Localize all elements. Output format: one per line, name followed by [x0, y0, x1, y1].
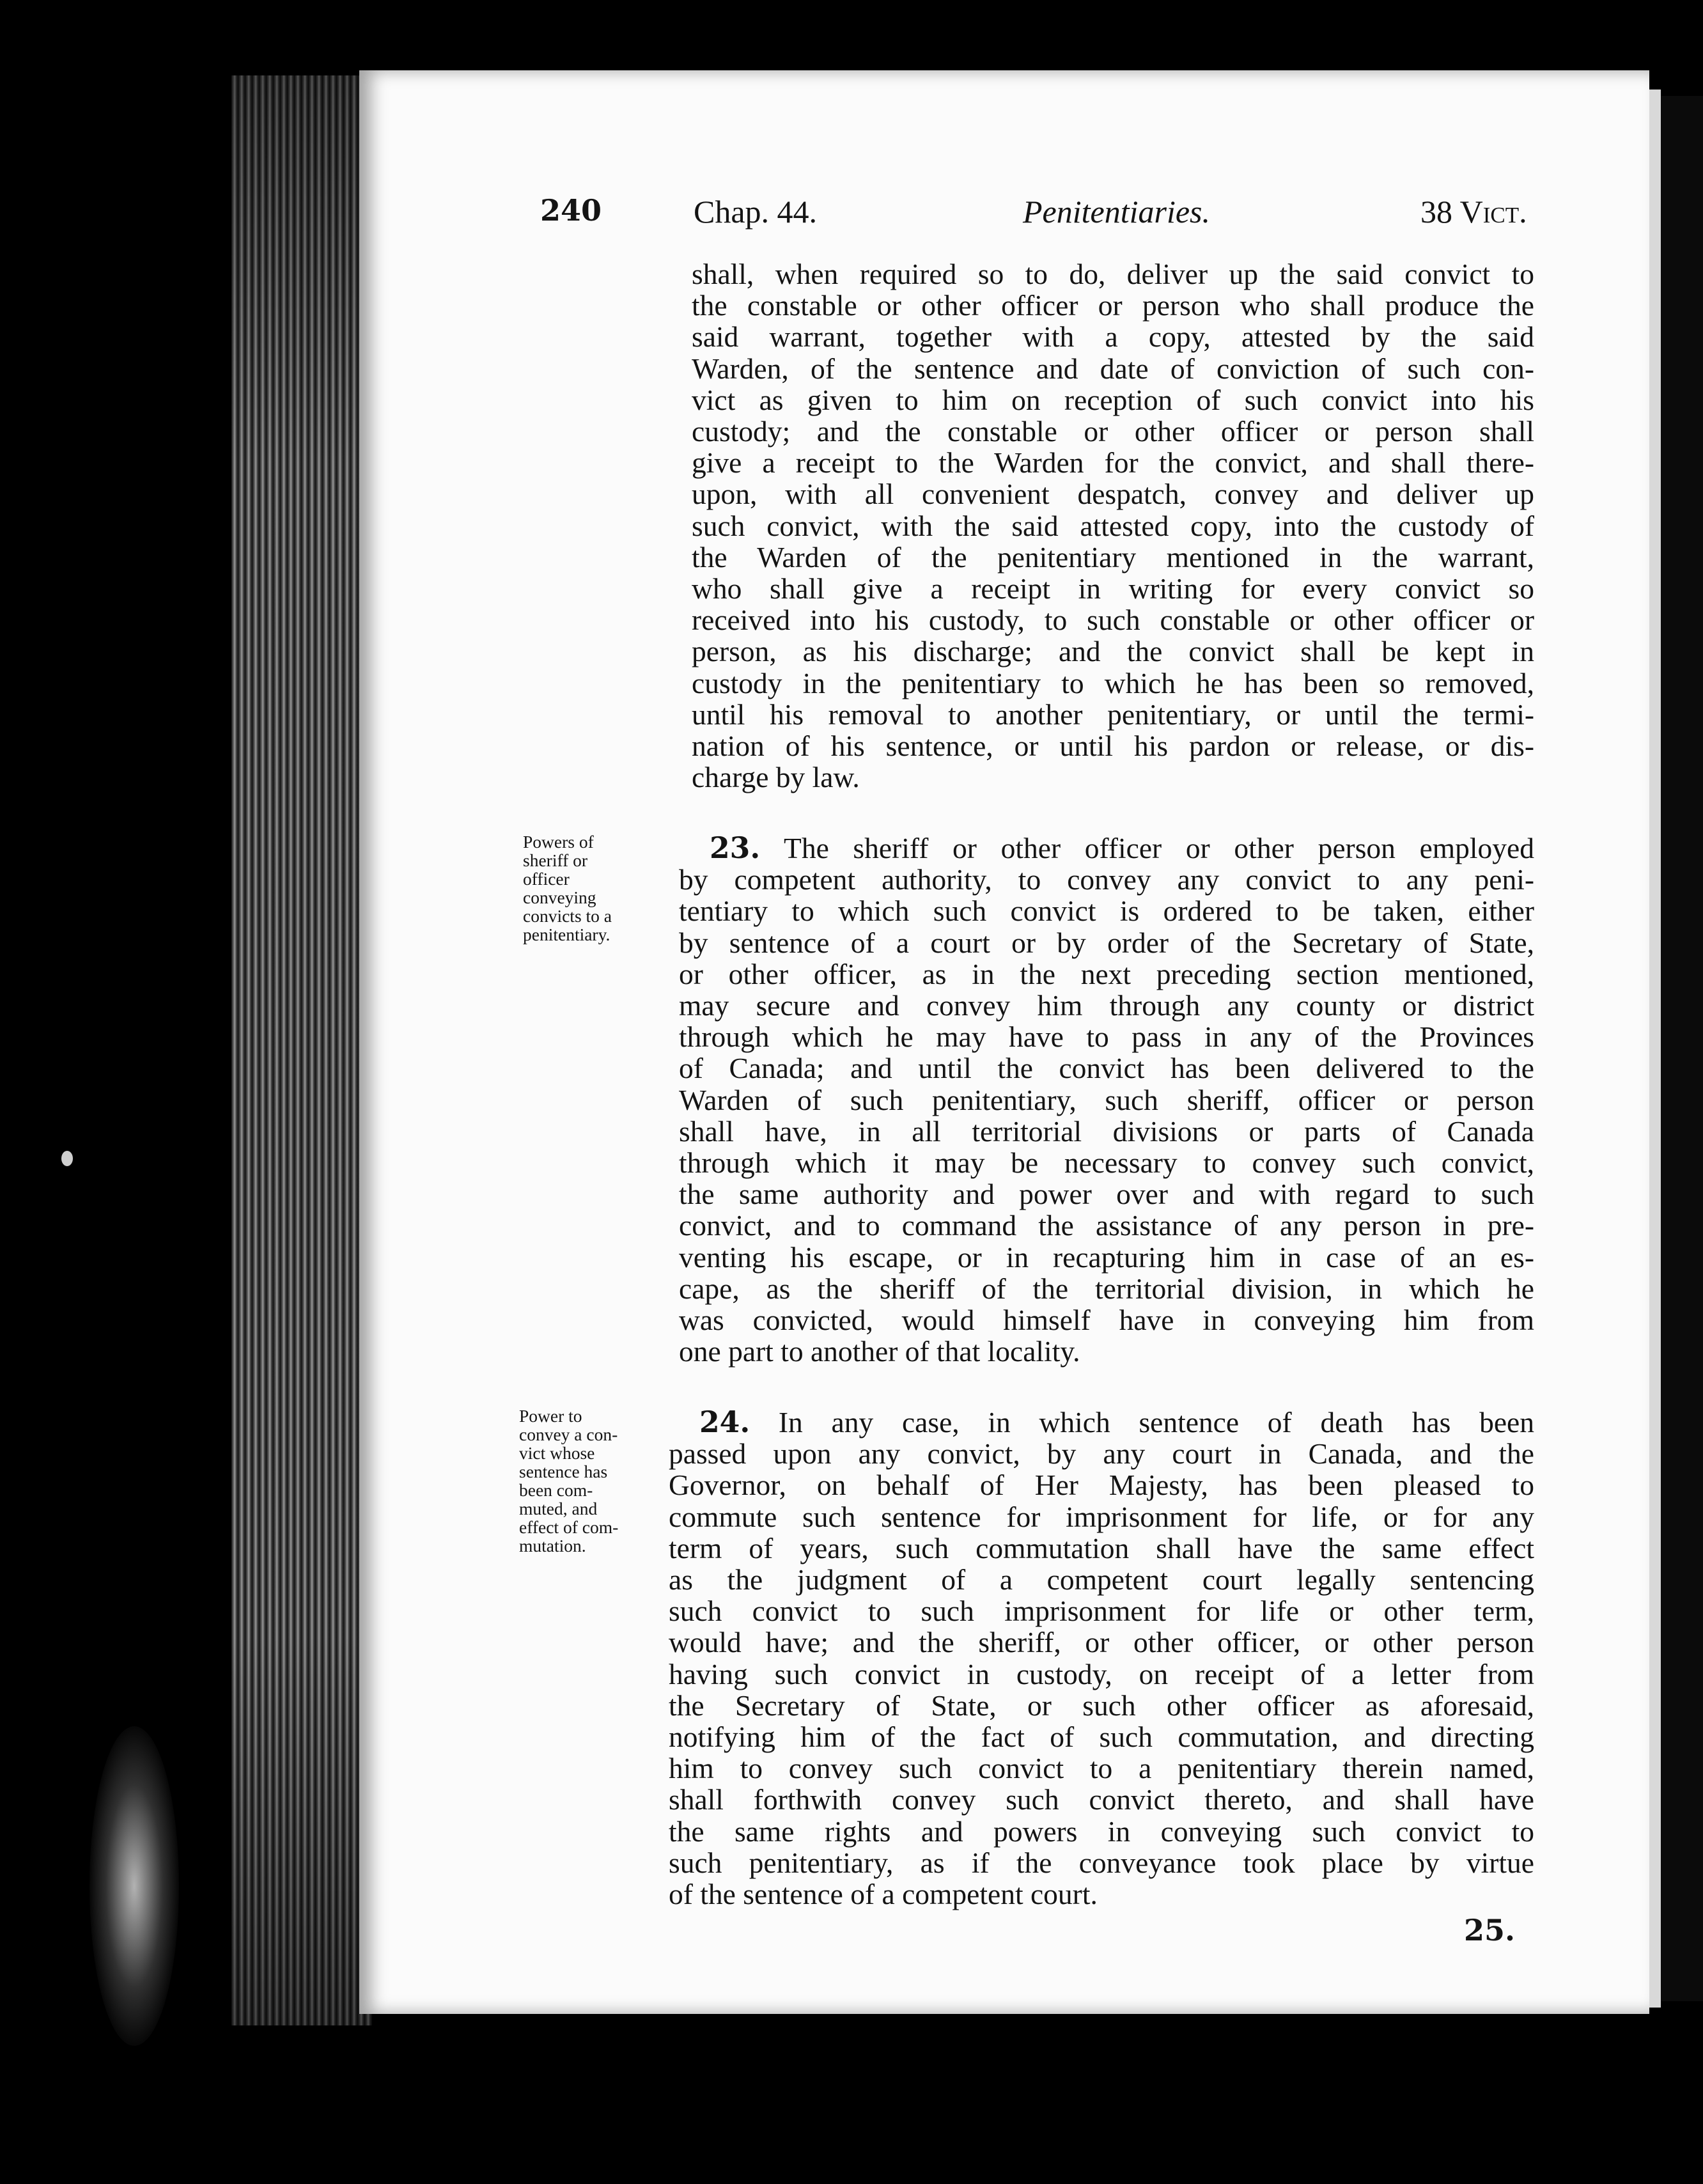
margin-note-line: convicts to a	[523, 906, 612, 926]
margin-note-line: convey a con-	[519, 1424, 618, 1444]
text-line: such convict to such imprisonment for life or other term,	[669, 1595, 1534, 1628]
facing-page-edge	[1649, 90, 1661, 2008]
margin-note-line: officer	[523, 869, 570, 889]
text-line: shall forthwith convey such convict thereto, and shall have	[669, 1783, 1534, 1816]
text-line: upon, with all convenient despatch, convey and deliver up	[692, 478, 1534, 511]
text-line: such penitentiary, as if the conveyance took place by virtue	[669, 1846, 1534, 1879]
text-line: such convict, with the said attested copy, into the custody of	[692, 509, 1534, 542]
section-24	[669, 1407, 1534, 1910]
margin-note-line: mutation.	[519, 1536, 586, 1556]
text-line: cape, as the sheriff of the territorial division, in which he	[679, 1272, 1534, 1305]
text-line: Governor, on behalf of Her Majesty, has been pleased to	[669, 1469, 1534, 1502]
text-line: give a receipt to the Warden for the convict, and shall there-	[692, 446, 1534, 480]
text-line: was convicted, would himself have in conveying him from	[679, 1304, 1534, 1337]
text-line: the constable or other officer or person who shall produce the	[692, 289, 1534, 322]
text-line: custody in the penitentiary to which he has been so removed,	[692, 666, 1534, 699]
text-line: nation of his sentence, or until his pardon or release, or dis-	[692, 729, 1534, 763]
text-line: 23. The sheriff or other officer or other person employed	[710, 831, 1534, 865]
text-line: notifying him of the fact of such commutation, and directing	[669, 1720, 1534, 1754]
text-line: received into his custody, to such constable or other officer or	[692, 604, 1534, 637]
book-page-edges	[231, 75, 372, 2025]
catchword: 25.	[1464, 1913, 1516, 1947]
section-23	[679, 832, 1534, 1367]
text-line: the same authority and power over and with regard to such	[679, 1178, 1534, 1211]
margin-note-section-23	[523, 832, 612, 944]
margin-note-line: Power to	[519, 1406, 582, 1426]
text-line: 24. In any case, in which sentence of death has been	[699, 1405, 1534, 1439]
text-line: commute such sentence for imprisonment for life, or for any	[669, 1500, 1534, 1533]
text-line: until his removal to another penitentiary, or until the termi-	[692, 698, 1534, 731]
text-line: the Secretary of State, or such other officer as aforesaid,	[669, 1689, 1534, 1722]
text-line: or other officer, as in the next preceding section mentioned,	[679, 957, 1534, 990]
text-line: term of years, such commutation shall have the same effect	[669, 1531, 1534, 1564]
text-line: the same rights and powers in conveying such convict to	[669, 1814, 1534, 1848]
margin-note-line: penitentiary.	[523, 924, 610, 944]
text-line: would have; and the sheriff, or other officer, or other person	[669, 1626, 1534, 1659]
text-line: the Warden of the penitentiary mentioned in the warrant,	[692, 540, 1534, 573]
page-number: 240	[540, 193, 602, 228]
text-line: shall have, in all territorial divisions or parts of Canada	[679, 1114, 1534, 1148]
opening-paragraph	[692, 258, 1534, 793]
text-line: who shall give a receipt in writing for every convict so	[692, 572, 1534, 605]
text-line: by competent authority, to convey any convict to any peni-	[679, 863, 1534, 896]
scan-speck	[61, 1151, 73, 1166]
text-line: Warden of such penitentiary, such sheriff, officer or person	[679, 1083, 1534, 1116]
margin-note-line: effect of com-	[519, 1517, 619, 1537]
margin-note-section-24	[519, 1407, 618, 1555]
margin-note-line: vict whose	[519, 1443, 595, 1463]
text-line: passed upon any convict, by any court in Canada, and the	[669, 1437, 1534, 1470]
chapter-label: Chap. 44.	[694, 194, 818, 230]
text-line: one part to another of that locality.	[679, 1335, 1080, 1368]
text-line: may secure and convey him through any county or district	[679, 989, 1534, 1022]
text-line: having such convict in custody, on receipt of a letter from	[669, 1657, 1534, 1690]
text-line: through which he may have to pass in any of the Provinces	[679, 1020, 1534, 1054]
text-line: charge by law.	[692, 761, 860, 794]
text-line: venting his escape, or in recapturing him in case of an es-	[679, 1240, 1534, 1274]
text-line: of Canada; and until the convict has been delivered to the	[679, 1052, 1534, 1085]
margin-note-line: Powers of	[523, 832, 594, 852]
scan-smudge	[89, 1726, 179, 2046]
text-line: Warden, of the sentence and date of conviction of such con-	[692, 352, 1534, 385]
text-line: him to convey such convict to a penitentiary therein named,	[669, 1752, 1534, 1785]
text-line: shall, when required so to do, deliver up the said convict to	[692, 258, 1534, 290]
text-line: by sentence of a court or by order of the Secretary of State,	[679, 926, 1534, 959]
text-line: tentiary to which such convict is ordered to be taken, either	[679, 894, 1534, 928]
regnal-year: 38 Vict.	[1420, 194, 1527, 230]
text-line: convict, and to command the assistance of any person in pre-	[679, 1209, 1534, 1242]
margin-note-line: conveying	[523, 887, 596, 907]
section-number: 23.	[710, 831, 761, 865]
text-line: person, as his discharge; and the convict shall be kept in	[692, 635, 1534, 668]
text-line: said warrant, together with a copy, attested by the said	[692, 320, 1534, 354]
text-line: through which it may be necessary to convey such convict,	[679, 1146, 1534, 1180]
margin-note-line: sheriff or	[523, 850, 588, 870]
text-line: as the judgment of a competent court legally sentencing	[669, 1563, 1534, 1596]
text-line: vict as given to him on reception of such convict into his	[692, 383, 1534, 416]
scan-border	[1661, 96, 1703, 2001]
text-line: custody; and the constable or other officer or person shall	[692, 415, 1534, 448]
margin-note-line: muted, and	[519, 1499, 598, 1518]
running-title: Penitentiaries.	[1023, 194, 1210, 230]
margin-note-line: sentence has	[519, 1462, 608, 1481]
text-line: of the sentence of a competent court.	[669, 1878, 1098, 1911]
section-number: 24.	[699, 1405, 750, 1439]
margin-note-line: been com-	[519, 1480, 593, 1500]
